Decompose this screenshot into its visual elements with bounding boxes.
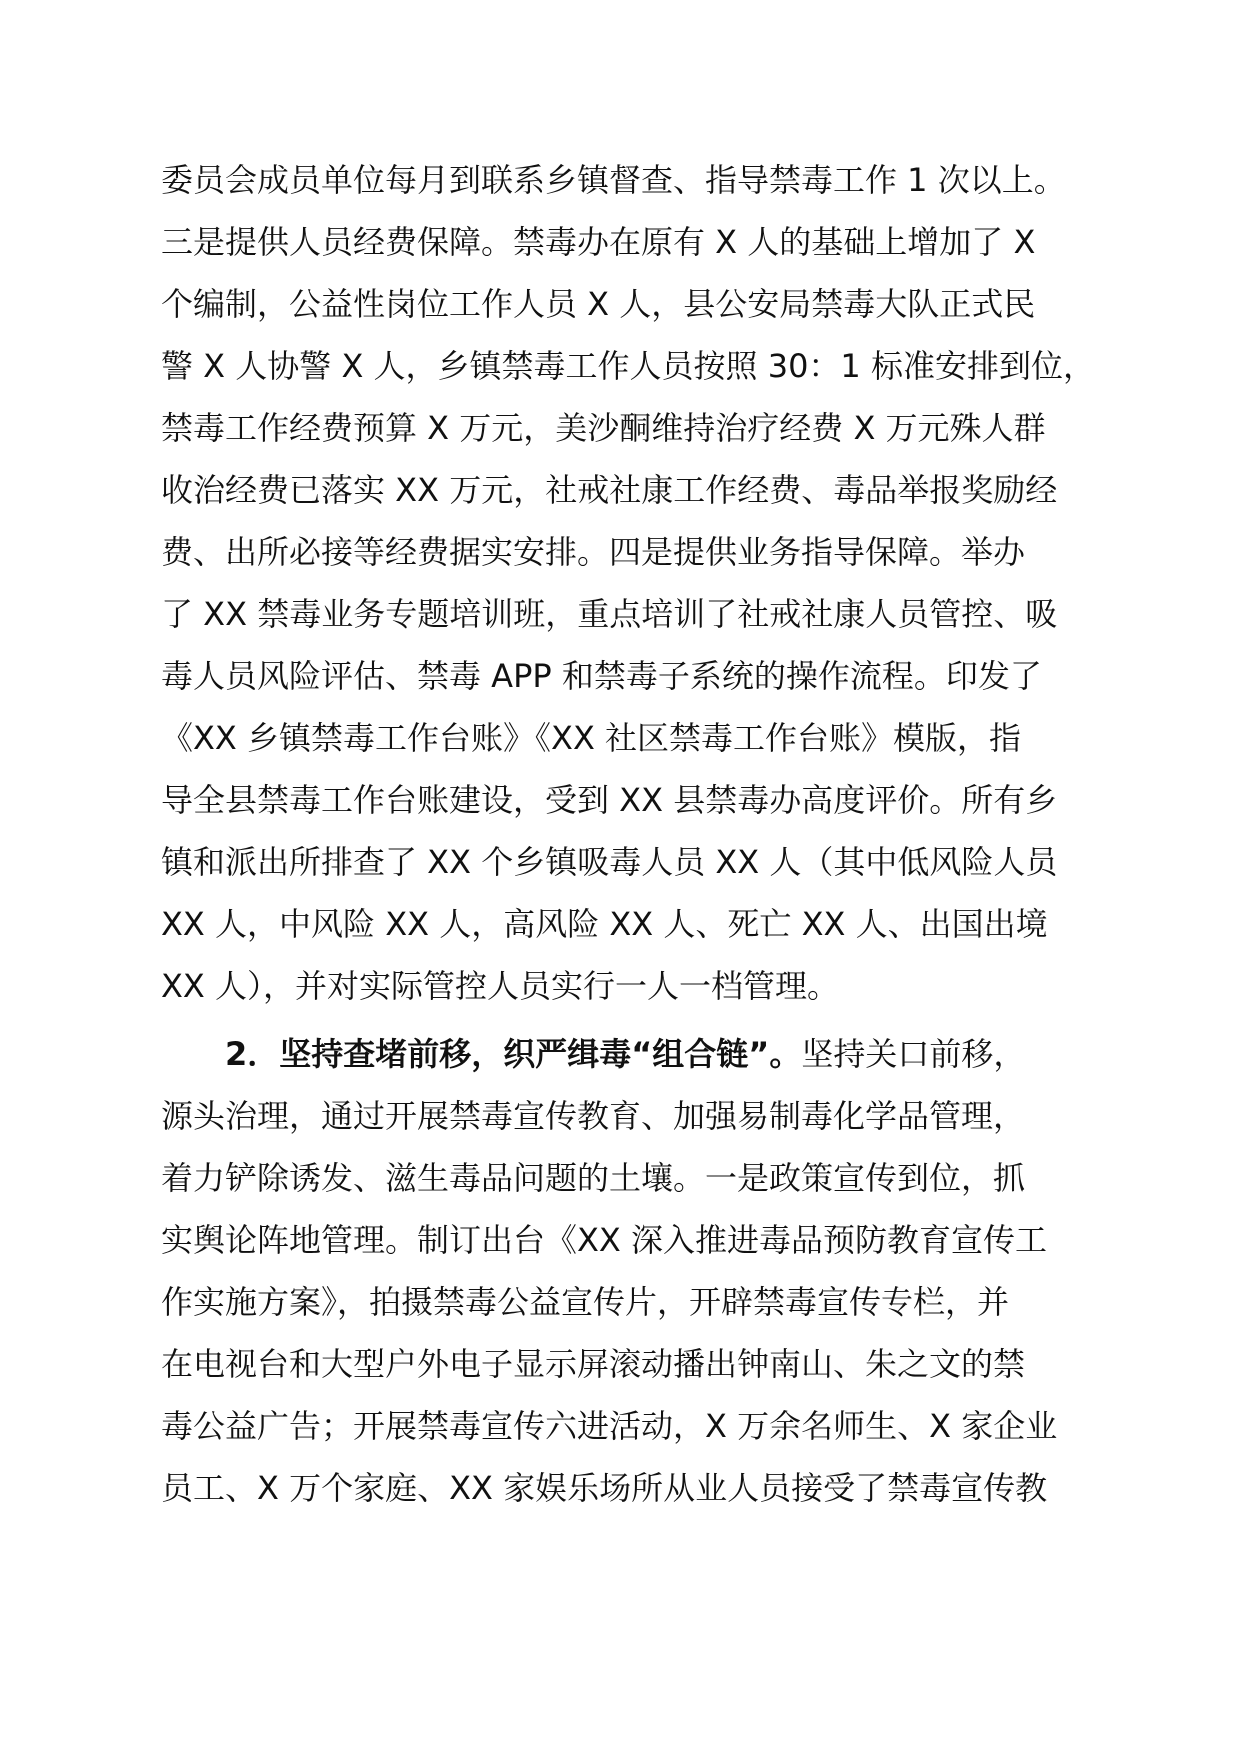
paragraph-line: 费、出所必接等经费据实安排。四是提供业务指导保障。举办 (161, 533, 1026, 571)
paragraph-line: 《XX 乡镇禁毒工作台账》《XX 社区禁毒工作台账》模版，指 (161, 719, 1022, 757)
paragraph-line: 收治经费已落实 XX 万元，社戒社康工作经费、毒品举报奖励经 (161, 471, 1058, 509)
paragraph-line: 实舆论阵地管理。制订出台《XX 深入推进毒品预防教育宣传工 (161, 1221, 1048, 1259)
paragraph-line: 警 X 人协警 X 人，乡镇禁毒工作人员按照 30：1 标准安排到位， (161, 347, 1095, 385)
paragraph-line: 在电视台和大型户外电子显示屏滚动播出钟南山、朱之文的禁 (161, 1345, 1026, 1383)
paragraph-line: 导全县禁毒工作台账建设，受到 XX 县禁毒办高度评价。所有乡 (161, 781, 1058, 819)
paragraph-line: 员工、X 万个家庭、XX 家娱乐场所从业人员接受了禁毒宣传教 (161, 1469, 1048, 1507)
paragraph-line: 了 XX 禁毒业务专题培训班，重点培训了社戒社康人员管控、吸 (161, 595, 1058, 633)
section-heading-line (225, 1034, 1025, 1074)
paragraph-line: 着力铲除诱发、滋生毒品问题的土壤。一是政策宣传到位，抓 (161, 1159, 1026, 1197)
paragraph-line: 委员会成员单位每月到联系乡镇督查、指导禁毒工作 1 次以上。 (161, 161, 1066, 199)
paragraph-line: 毒公益广告；开展禁毒宣传六进活动，X 万余名师生、X 家企业 (161, 1407, 1058, 1445)
paragraph-line: 个编制，公益性岗位工作人员 X 人，县公安局禁毒大队正式民 (161, 285, 1036, 323)
section-heading-continuation: 坚持关口前移， (801, 1035, 1026, 1073)
paragraph-line: 作实施方案》，拍摄禁毒公益宣传片，开辟禁毒宣传专栏，并 (161, 1283, 1010, 1321)
section-heading: 2．坚持查堵前移，织严缉毒“组合链”。 (225, 1035, 802, 1073)
paragraph-line: 源头治理，通过开展禁毒宣传教育、加强易制毒化学品管理， (161, 1097, 1026, 1135)
paragraph-line: 毒人员风险评估、禁毒 APP 和禁毒子系统的操作流程。印发了 (161, 657, 1042, 695)
paragraph-line: 禁毒工作经费预算 X 万元，美沙酮维持治疗经费 X 万元殊人群 (161, 409, 1046, 447)
paragraph-line: 镇和派出所排查了 XX 个乡镇吸毒人员 XX 人（其中低风险人员 (161, 843, 1058, 881)
paragraph-line: 三是提供人员经费保障。禁毒办在原有 X 人的基础上增加了 X (161, 223, 1036, 261)
paragraph-line: XX 人，中风险 XX 人，高风险 XX 人、死亡 XX 人、出国出境 (161, 905, 1048, 943)
paragraph-line: XX 人），并对实际管控人员实行一人一档管理。 (161, 967, 840, 1005)
